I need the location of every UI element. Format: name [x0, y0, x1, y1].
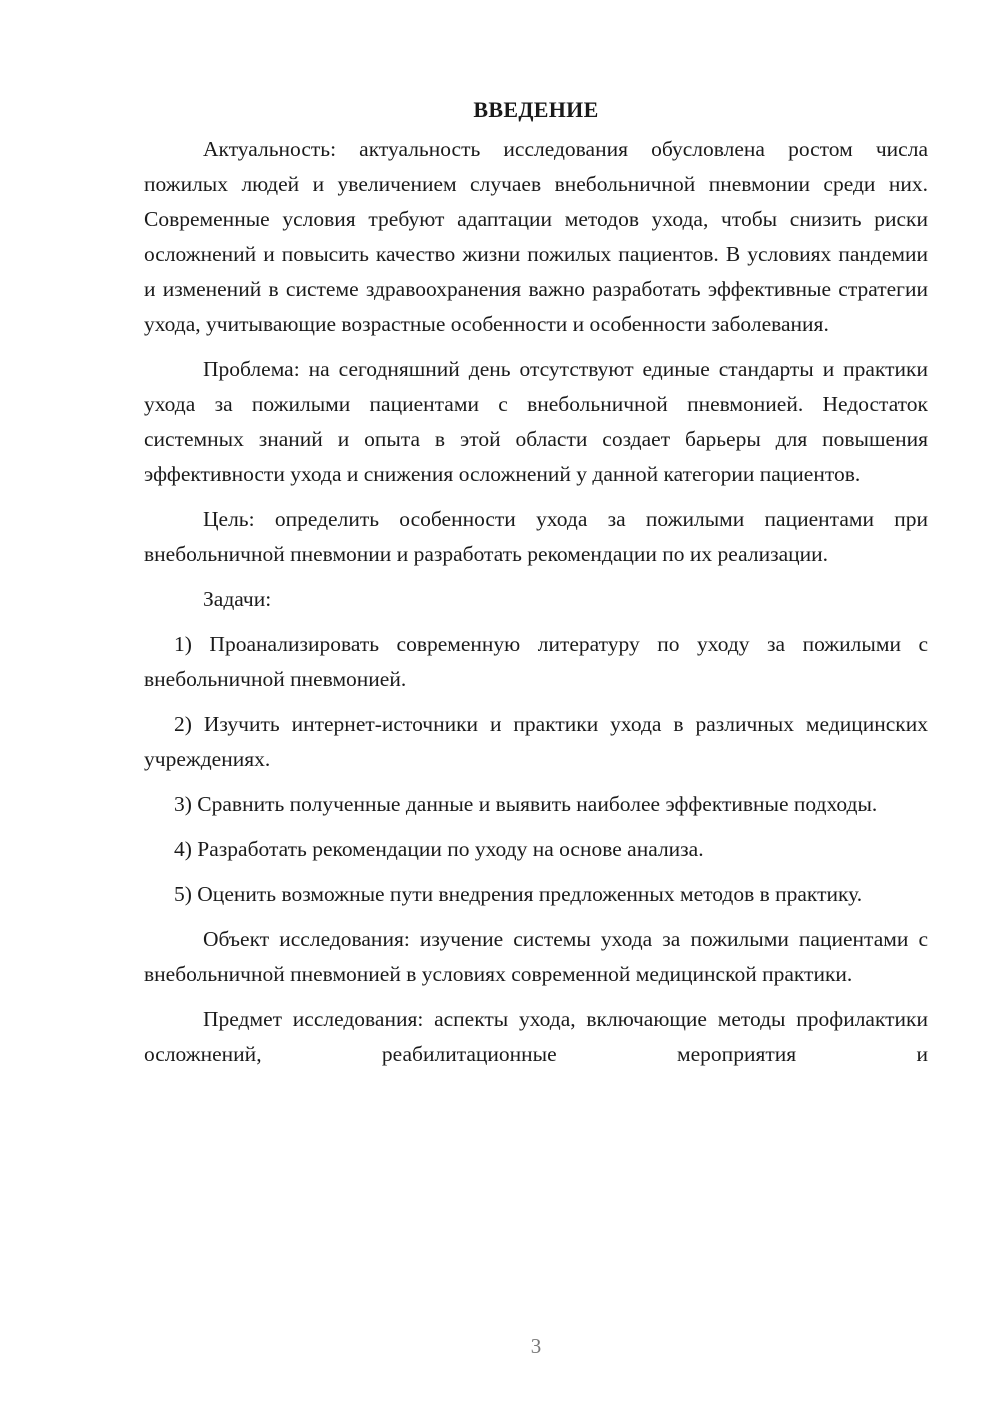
object-paragraph: Объект исследования: изучение системы ухода за пожилыми пациентами с внебольничной пневмонией в условиях современной медицинской практики.	[144, 927, 928, 986]
tasks-heading: Задачи:	[203, 587, 272, 611]
document-page	[144, 90, 928, 1082]
goal-paragraph: Цель: определить особенности ухода за пожилыми пациентами при внебольничной пневмонии и разработать рекомендации по их реализации.	[144, 507, 928, 566]
task-item-4: 4) Разработать рекомендации по уходу на основе анализа.	[174, 837, 704, 861]
page-title: ВВЕДЕНИЕ	[473, 97, 599, 122]
page-number: 3	[530, 1334, 542, 1358]
task-item-3: 3) Сравнить полученные данные и выявить наиболее эффективные подходы.	[174, 792, 878, 816]
task-item-2: 2) Изучить интернет-источники и практики ухода в различных медицинских учреждениях.	[144, 712, 928, 771]
problem-paragraph: Проблема: на сегодняшний день отсутствуют единые стандарты и практики ухода за пожилыми пациентами с внебольничной пневмонией. Недостаток системных знаний и опыта в этой области создает барьеры для повышения эффективности ухода и снижения осложнений у данной категории пациентов.	[144, 357, 928, 486]
task-item-5: 5) Оценить возможные пути внедрения предложенных методов в практику.	[174, 882, 863, 906]
task-item-1: 1) Проанализировать современную литературу по уходу за пожилыми с внебольничной пневмонией.	[144, 632, 928, 691]
relevance-paragraph: Актуальность: актуальность исследования обусловлена ростом числа пожилых людей и увеличением случаев внебольничной пневмонии среди них. Современные условия требуют адаптации методов ухода, чтобы снизить риски осложнений и повысить качество жизни пожилых пациентов. В условиях пандемии и изменений в системе здравоохранения важно разработать эффективные стратегии ухода, учитывающие возрастные особенности и особенности заболевания.	[144, 137, 928, 336]
subject-paragraph: Предмет исследования: аспекты ухода, включающие методы профилактики осложнений, реабилитационные мероприятия и	[144, 1007, 928, 1066]
